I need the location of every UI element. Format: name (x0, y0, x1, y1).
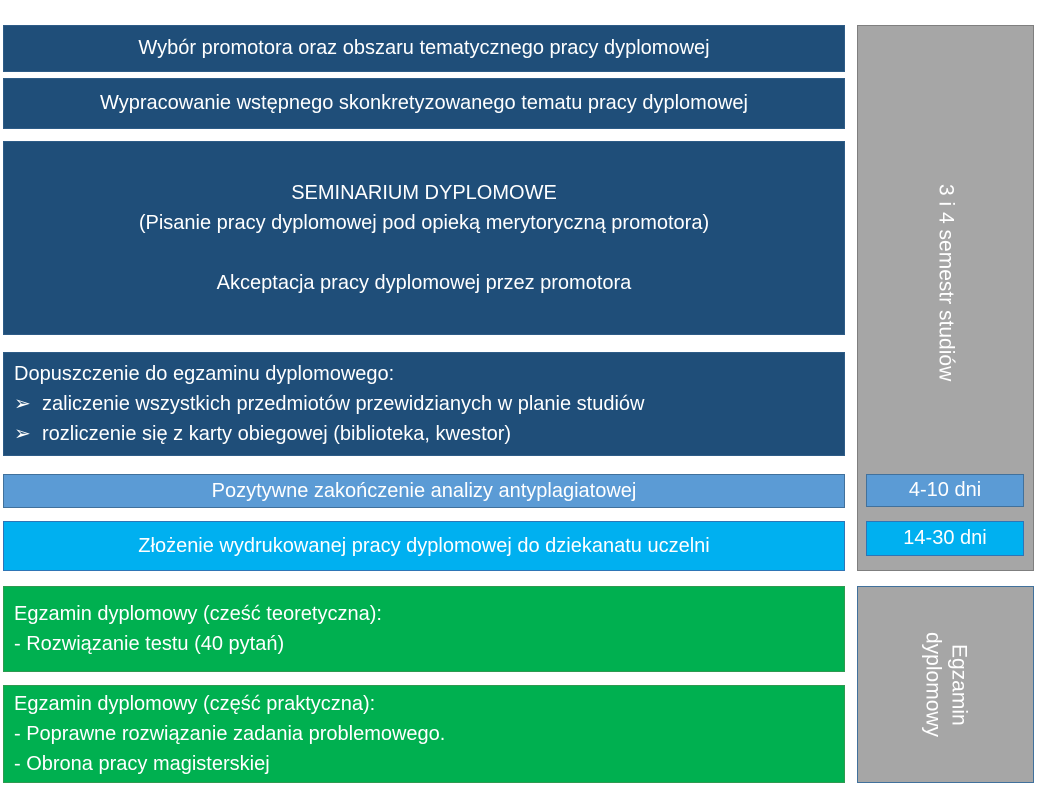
step-seminar (3, 141, 845, 335)
step-antiplagiarism (3, 474, 845, 508)
item-text: rozliczenie się z karty obiegowej (biblioteka, kwestor) (42, 423, 512, 445)
duration-text: 14-30 dni (903, 527, 987, 549)
exam-theory-title: Egzamin dyplomowy (cześć teoretyczna): (14, 603, 382, 625)
list-item (14, 419, 844, 449)
step-text: Wypracowanie wstępnego skonkretyzowanego tematu pracy dyplomowej (100, 92, 748, 114)
list-item: - Rozwiązanie testu (40 pytań) (14, 633, 285, 655)
step-submission (3, 521, 845, 571)
item-text: zaliczenie wszystkich przedmiotów przewidzianych w planie studiów (42, 393, 645, 415)
step-promoter-selection (3, 25, 845, 72)
step-text: Wybór promotora oraz obszaru tematycznego pracy dyplomowej (138, 37, 710, 59)
seminar-note: Akceptacja pracy dyplomowej przez promotora (216, 272, 632, 294)
step-admission (3, 352, 845, 456)
exam-label-line: dyplomowy (921, 631, 945, 738)
step-text: Złożenie wydrukowanej pracy dyplomowej do dziekanatu uczelni (138, 534, 710, 557)
list-item (14, 389, 844, 419)
exam-panel (857, 586, 1034, 783)
list-item: - Poprawne rozwiązanie zadania problemowego. (14, 723, 446, 745)
exam-label-line: Egzamin (947, 643, 971, 726)
step-text: Pozytywne zakończenie analizy antyplagiatowej (211, 479, 637, 502)
step-exam-theory (3, 586, 845, 672)
arrow-bullet-icon: ➢ (14, 393, 31, 415)
step-topic (3, 78, 845, 129)
semester-label: 3 i 4 semestr studiów (934, 184, 958, 382)
seminar-subtitle: (Pisanie pracy dyplomowej pod opieką merytoryczną promotora) (138, 212, 710, 234)
seminar-title: SEMINARIUM DYPLOMOWE (291, 182, 557, 204)
exam-practice-title: Egzamin dyplomowy (część praktyczna): (14, 693, 376, 715)
admission-title: Dopuszczenie do egzaminu dyplomowego: (14, 363, 395, 385)
arrow-bullet-icon: ➢ (14, 423, 31, 445)
duration-text: 4-10 dni (908, 479, 982, 501)
duration-antiplagiarism (866, 474, 1024, 507)
duration-submission (866, 521, 1024, 556)
exam-label (920, 632, 972, 737)
step-exam-practice (3, 685, 845, 783)
list-item: - Obrona pracy magisterskiej (14, 753, 270, 775)
